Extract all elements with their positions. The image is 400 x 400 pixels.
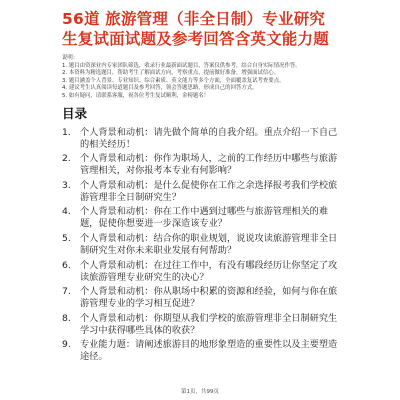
question-number: 7.	[62, 286, 71, 298]
instruction-line: 1. 题目由资深业内专家团队筛选，收录行业最新面试题目，答案仅供参考，结合自身实际情况作答。	[62, 62, 301, 69]
question-text: 个人背景和动机：请先做个简单的自我介绍。重点介绍一下自己的相关经历！	[80, 126, 338, 150]
question-number: 9.	[62, 339, 71, 351]
instruction-line: 5. 如有疑问，请联系客服，祝各位考生复试顺利，金榜题名！	[62, 92, 210, 99]
question-number: 4.	[62, 206, 71, 218]
question-text: 个人背景和动机：你作为职场人，之前的工作经历中哪些与旅游管理相关，对你报考本专业有何影响？	[80, 153, 338, 177]
question-text: 个人背景和动机：结合你的职业规划，说说攻读旅游管理非全日制研究生对你未来职业发展有何帮助？	[80, 232, 338, 256]
question-item	[62, 260, 338, 284]
question-number: 5.	[62, 232, 71, 244]
instructions-block	[62, 55, 338, 101]
question-item	[62, 313, 338, 337]
question-text: 个人背景和动机：你从职场中积累的资源和经验，如何与你在旅游管理专业的学习相互促进？	[80, 286, 338, 310]
question-number: 6.	[62, 259, 71, 271]
question-item	[62, 127, 338, 151]
document-title: 56道 旅游管理（非全日制）专业研究生复试面试题及参考回答含英文能力题	[62, 10, 329, 48]
question-item	[62, 206, 338, 230]
question-number: 3.	[62, 179, 71, 191]
question-list	[62, 127, 338, 364]
question-item	[62, 233, 338, 257]
question-item	[62, 180, 338, 204]
question-text: 专业能力题：请阐述旅游目的地形象塑造的重要性以及主要塑造途径。	[80, 339, 338, 363]
question-text: 个人背景和动机：是什么促使你在工作之余选择报考我们学校旅游管理非全日制研究生？	[80, 179, 338, 203]
question-number: 1.	[62, 126, 71, 138]
question-number: 8.	[62, 312, 71, 324]
instruction-line: 说明：	[62, 55, 79, 61]
instruction-line: 3. 题目涵盖个人背景、专业知识、综合素质、英文能力等多个方面，全面覆盖复试考查要点。	[62, 77, 285, 84]
question-text: 个人背景和动机：你期望从我们学校的旅游管理非全日制研究生学习中获得哪些具体的收获？	[80, 312, 338, 336]
question-text: 个人背景和动机：在过往工作中，有没有哪段经历让你坚定了攻读旅游管理专业研究生的决心？	[80, 259, 338, 283]
question-number: 2.	[62, 153, 71, 165]
question-item	[62, 153, 338, 177]
instruction-line: 2. 本资料为精选题目，帮助考生了解面试方向，考察重点，提前做好准备，增强面试信心。	[62, 70, 280, 77]
page-footer: 第1页，共99页	[181, 389, 219, 395]
instruction-line: 4. 建议考生认真阅读每道题目及参考回答，领会答题思路，形成自己的回答方式。	[62, 85, 258, 92]
question-item	[62, 286, 338, 310]
toc-heading: 目录	[62, 105, 88, 121]
question-text: 个人背景和动机：你在工作中遇到过哪些与旅游管理相关的难题，促使你想要进一步深造该专业？	[80, 206, 329, 230]
question-item	[62, 339, 338, 363]
